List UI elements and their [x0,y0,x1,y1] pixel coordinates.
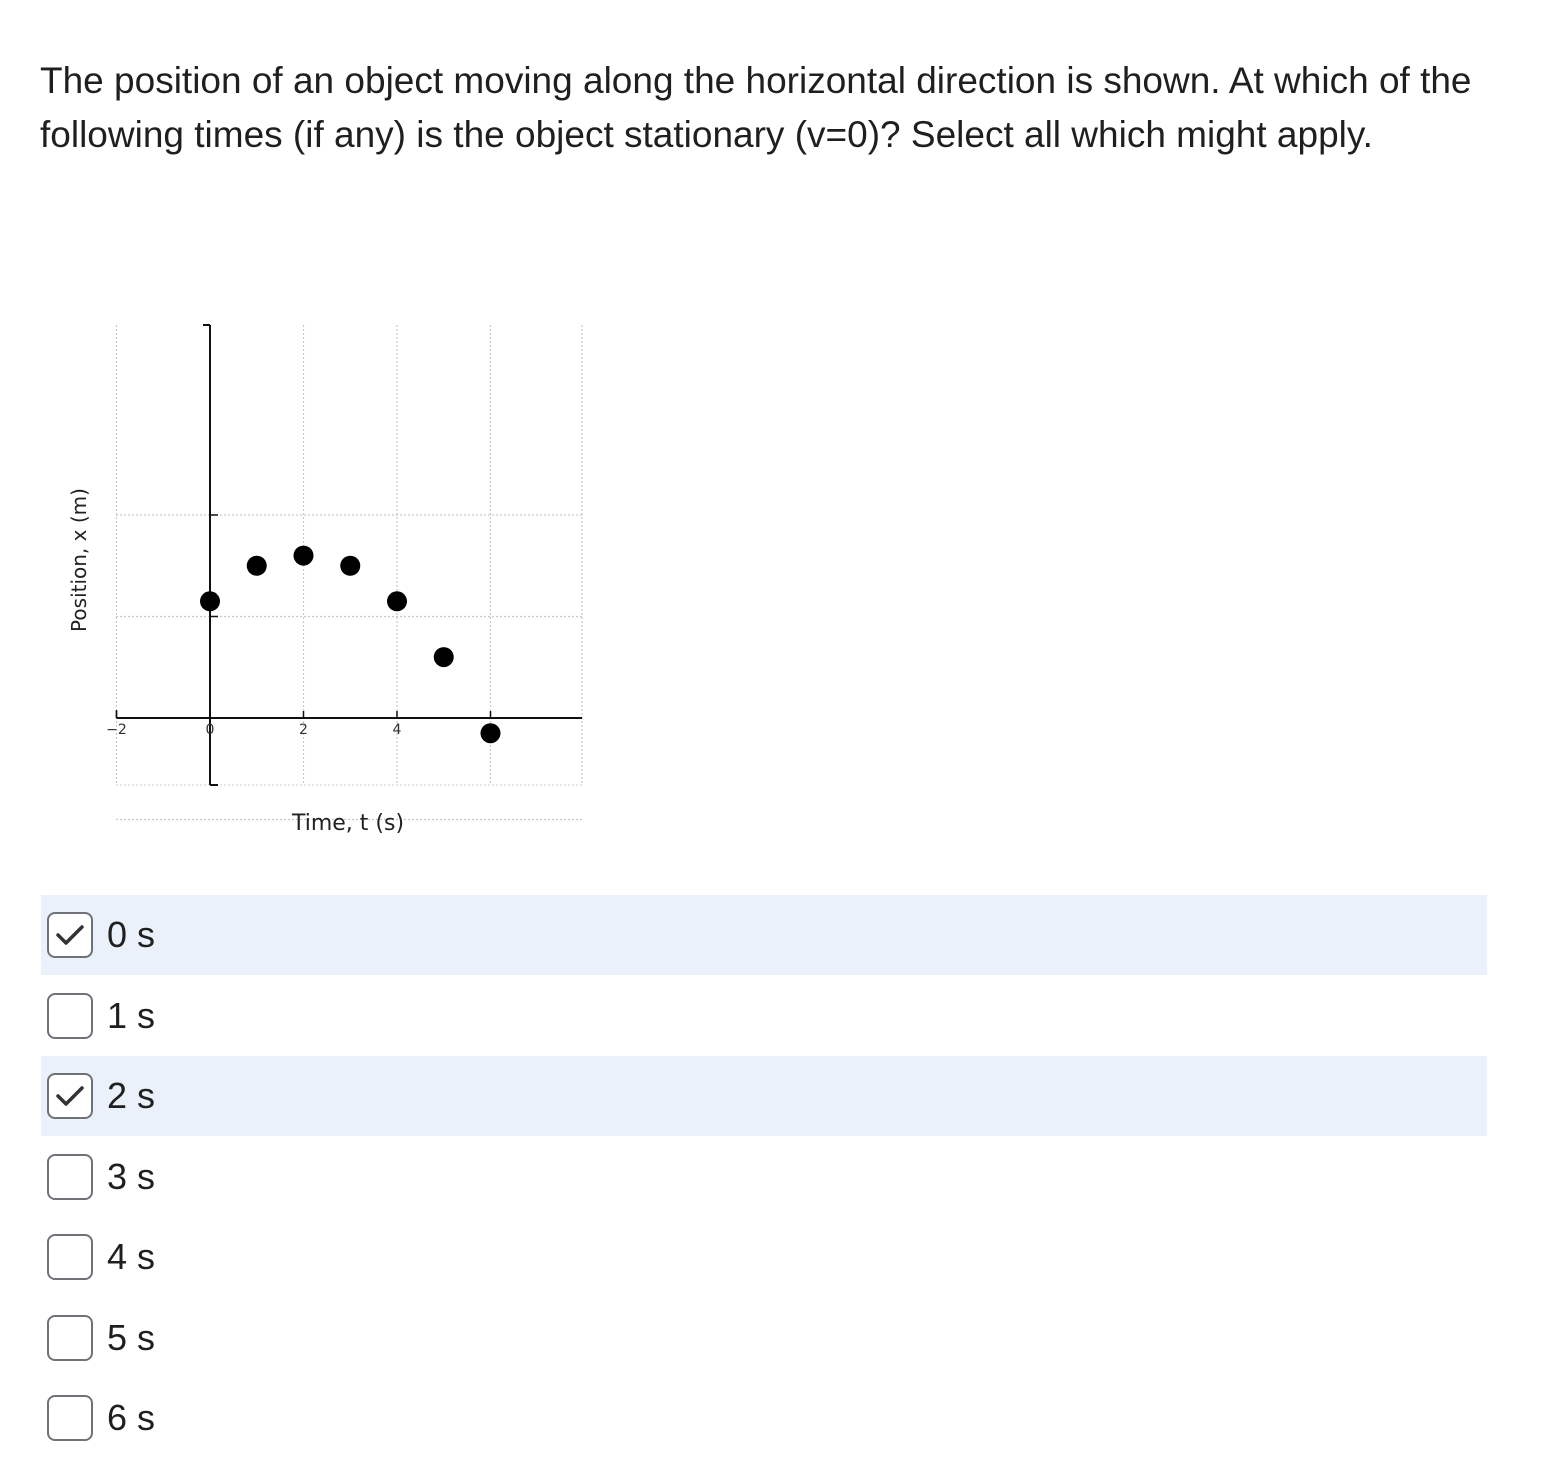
answer-label: 0 s [107,914,156,955]
answer-option[interactable] [41,976,1487,1056]
x-tick-label: −2 [106,722,127,738]
checkbox-unchecked[interactable] [47,1395,93,1441]
checkbox-unchecked[interactable] [47,1154,93,1200]
checkbox-checked[interactable] [47,912,93,958]
checkbox-unchecked[interactable] [47,1234,93,1280]
data-point [247,556,267,576]
x-tick-label: 4 [392,722,402,738]
chart-axes [117,325,583,785]
checkbox-unchecked[interactable] [47,1315,93,1361]
data-point [340,556,360,576]
chart-points [200,546,501,744]
data-point [294,546,314,566]
answer-label: 3 s [107,1155,156,1197]
answer-option[interactable] [41,1378,1487,1458]
question-text: The position of an object moving along the horizontal direction is shown. At which of the following times (if any) is the object stationary (v=0)? Select all which might apply. [40,60,1472,155]
y-axis-label: Position, x (m) [67,488,91,632]
answer-option[interactable] [41,1137,1487,1217]
x-tick-label: 0 [205,722,215,738]
answer-option[interactable] [41,895,1487,975]
data-point [481,723,501,743]
answer-label: 4 s [107,1236,156,1277]
checkmark-icon [55,1084,85,1108]
position-time-chart [40,300,620,860]
data-point [434,647,454,667]
data-point [387,591,407,611]
answer-label: 5 s [107,1316,156,1358]
answer-option[interactable] [41,1056,1487,1136]
answer-label: 1 s [107,994,156,1036]
checkbox-checked[interactable] [47,1073,93,1119]
checkbox-unchecked[interactable] [47,993,93,1039]
answer-label: 6 s [107,1397,156,1438]
checkmark-icon [55,923,85,947]
x-axis-label: Time, t (s) [291,811,405,836]
chart-ticks [106,711,495,738]
data-point [200,591,220,611]
answer-label: 2 s [107,1075,156,1116]
answer-option[interactable] [41,1298,1487,1378]
chart-svg [40,300,620,860]
answer-option[interactable] [41,1217,1487,1297]
answer-list [41,895,1487,1458]
x-tick-label: 2 [299,722,308,738]
